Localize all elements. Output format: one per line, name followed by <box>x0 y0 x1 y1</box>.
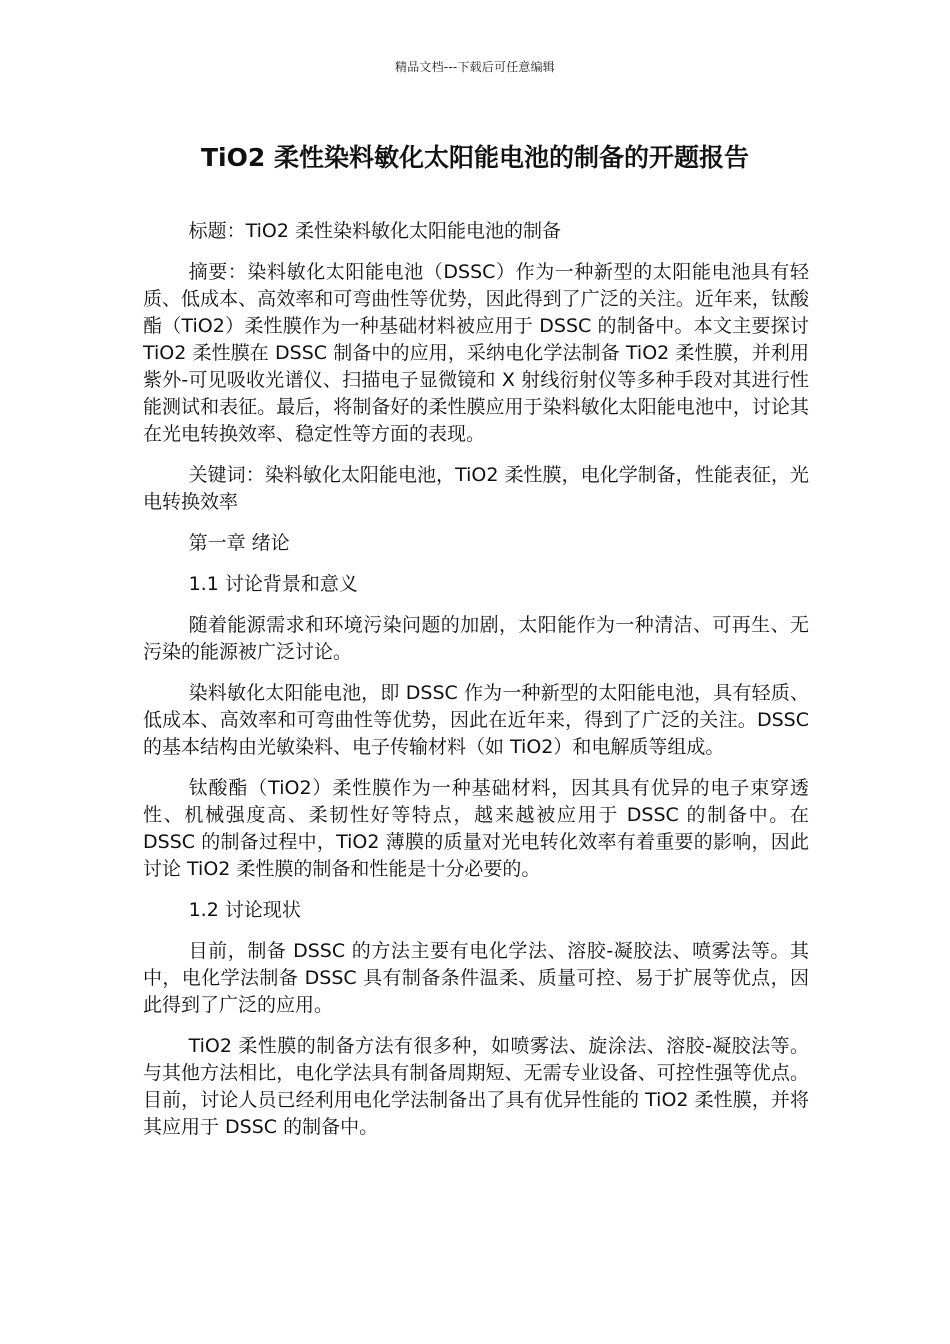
paragraph-status-2: TiO2 柔性膜的制备方法有很多种，如喷雾法、旋涂法、溶胶-凝胶法等。与其他方法相比，电化学法具有制备周期短、无需专业设备、可控性强等优点。目前，讨论人员已经利用电化学法制备出了具有优异性能的 TiO2 柔性膜，并将其应用于 DSSC 的制备中。 <box>143 1035 809 1138</box>
paragraph-abstract: 摘要：染料敏化太阳能电池（DSSC）作为一种新型的太阳能电池具有轻质、低成本、高效率和可弯曲性等优势，因此得到了广泛的关注。近年来，钛酸酯（TiO2）柔性膜作为一种基础材料被应用于 DSSC 的制备中。本文主要探讨 TiO2 柔性膜在 DSSC 制备中的应用，采纳电化学法制备 TiO2 柔性膜，并利用紫外-可见吸收光谱仪、扫描电子显微镜和 X 射线衍射仪等多种手段对其进行性能测试和表征。最后，将制备好的柔性膜应用于染料敏化太阳能电池中，讨论其在光电转换效率、稳定性等方面的表现。 <box>143 261 809 445</box>
paragraph-status-1: 目前，制备 DSSC 的方法主要有电化学法、溶胶-凝胶法、喷雾法等。其中，电化学法制备 DSSC 具有制备条件温柔、质量可控、易于扩展等优点，因此得到了广泛的应用。 <box>143 940 809 1016</box>
paragraph-background-2: 染料敏化太阳能电池，即 DSSC 作为一种新型的太阳能电池，具有轻质、低成本、高效率和可弯曲性等优势，因此在近年来，得到了广泛的关注。DSSC 的基本结构由光敏染料、电子传输材料（如 TiO2）和电解质等组成。 <box>143 682 809 758</box>
section-heading-1-2: 1.2 讨论现状 <box>188 899 301 921</box>
document-body <box>143 218 809 1155</box>
paragraph-background-1: 随着能源需求和环境污染问题的加剧，太阳能作为一种清洁、可再生、无污染的能源被广泛讨论。 <box>143 614 809 663</box>
paragraph-keywords: 关键词：染料敏化太阳能电池，TiO2 柔性膜，电化学制备，性能表征，光电转换效率 <box>143 464 809 513</box>
paragraph-background-3: 钛酸酯（TiO2）柔性膜作为一种基础材料，因其具有优异的电子束穿透性、机械强度高、柔韧性好等特点，越来越被应用于 DSSC 的制备中。在 DSSC 的制备过程中，TiO2 薄膜的质量对光电转化效率有着重要的影响，因此讨论 TiO2 柔性膜的制备和性能是十分必要的。 <box>143 777 809 880</box>
document-title: TiO2 柔性染料敏化太阳能电池的制备的开题报告 <box>201 143 749 172</box>
section-heading-1-1: 1.1 讨论背景和意义 <box>188 573 358 595</box>
paragraph-subject: 标题：TiO2 柔性染料敏化太阳能电池的制备 <box>188 220 561 242</box>
header-note: 精品文档---下载后可任意编辑 <box>395 60 555 74</box>
chapter-heading: 第一章 绪论 <box>188 532 290 554</box>
